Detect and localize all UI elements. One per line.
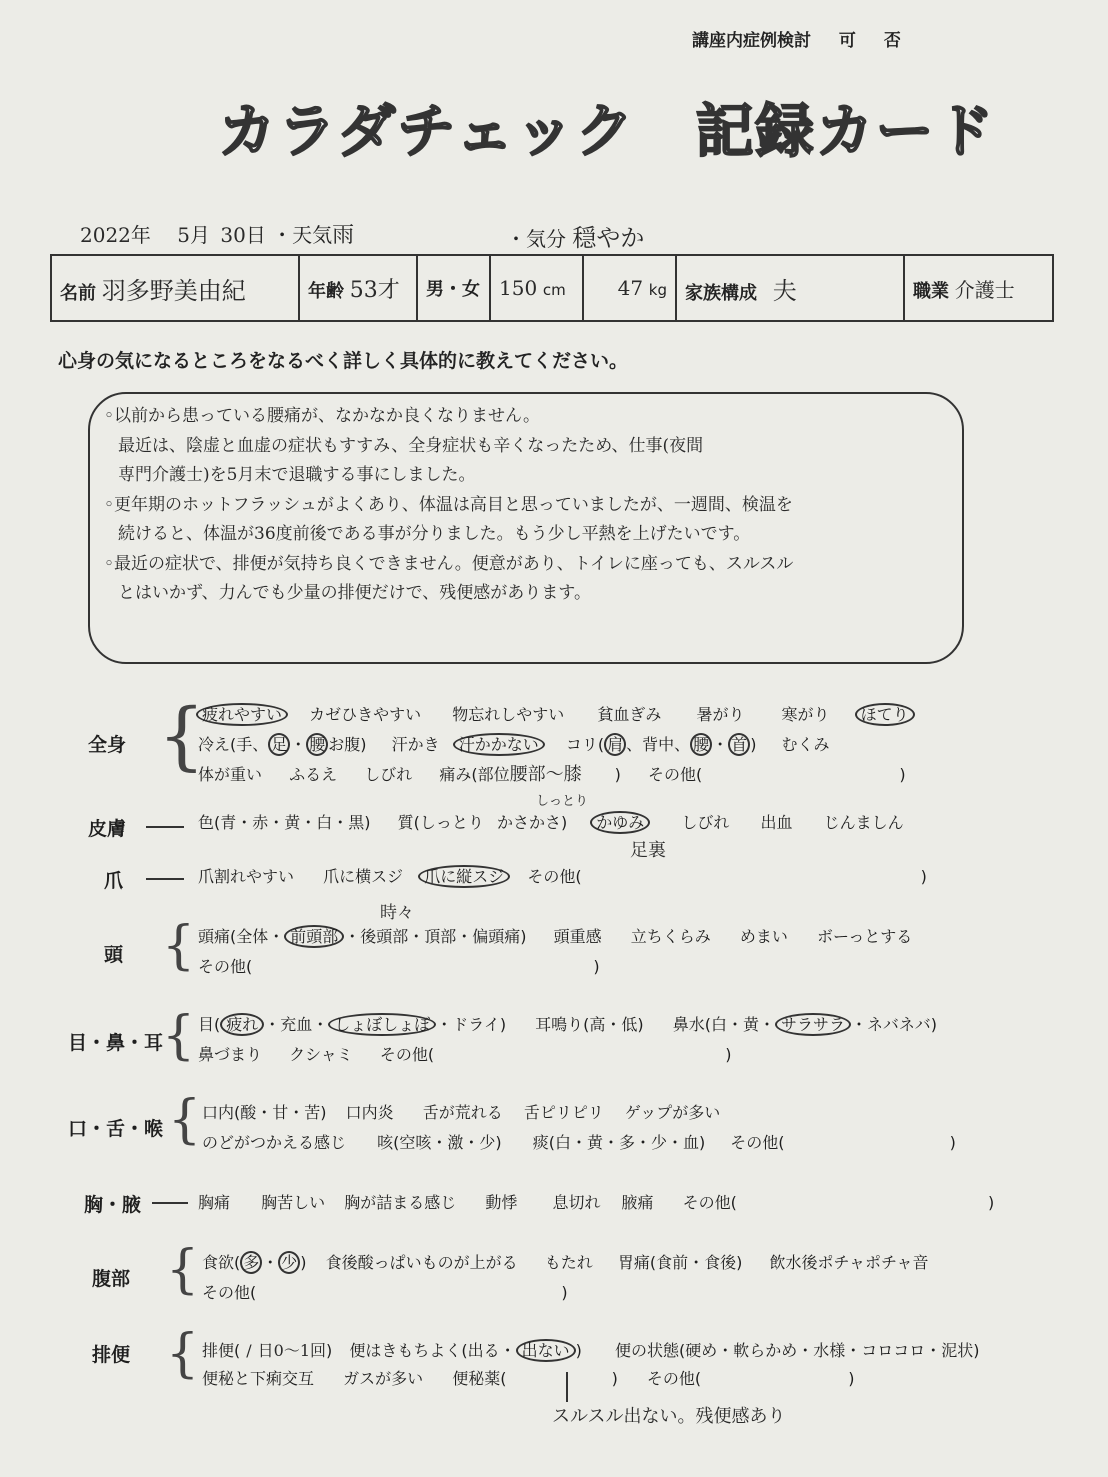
date-month-unit: 月 [190,223,210,247]
item: その他( [730,1133,785,1152]
item-circled: 出ない [516,1339,576,1362]
item: ) [575,1341,582,1360]
item: 鼻水(白・黄・ [672,1015,775,1034]
item: その他( [527,867,582,886]
item: 爪割れやすい [198,867,295,886]
review-label: 講座内症例検討 [692,31,811,51]
item: 暑がり [696,705,745,724]
item-circled: 疲れやすい [196,703,288,726]
arrow-down-icon [566,1372,568,1402]
item: 日 [257,1341,274,1360]
haiben-row1 [202,1338,979,1361]
item-circled: 足 [268,733,290,756]
item: もたれ [544,1253,593,1272]
item: その他( [646,1369,702,1388]
family-label: 家族構成 [685,282,757,304]
item: 目( [198,1015,221,1034]
item: ) [614,765,621,784]
item: 耳鳴り(高・低) [535,1015,644,1034]
section-label-abdomen: 腹部 [92,1268,131,1290]
weather-label: ・天気 [272,223,333,247]
item: 貧血ぎみ [597,705,662,724]
item: 舌ピリピリ [523,1103,604,1122]
item: その他( [379,1045,435,1064]
item: 飲水後ポチャポチャ音 [769,1253,929,1272]
section-label-tsume: 爪 [104,870,124,892]
kuchi-row1 [202,1100,720,1123]
item: 胸が詰まる感じ [344,1193,457,1212]
height-unit: cm [542,281,566,299]
item: かさかさ) [496,813,568,832]
item: ) [949,1133,956,1152]
date-row [80,218,354,249]
job-value: 介護士 [954,277,1015,302]
skin-note-below: 足裏 [630,840,666,861]
item: 息切れ [552,1193,601,1212]
item-circled: 首 [728,733,750,756]
item: 便はきもちよく(出る・ [349,1341,516,1360]
item: 色(青・赤・黄・白・黒) [198,813,371,832]
brace-icon: { [166,1240,200,1300]
item: 食欲( [202,1253,241,1272]
item: 寒がり [781,705,830,724]
item: ボーっとする [816,927,913,946]
note-line: 最近は、陰虚と血虚の症状もすすみ、全身症状も辛くなったため、仕事(夜間 [118,435,704,456]
item: ) [300,1253,307,1272]
item: 頭痛(全体・ [198,927,285,946]
item: 胃痛(食前・食後) [617,1253,743,1272]
name-label: 名前 [60,282,96,304]
item: 胸痛 [198,1193,231,1212]
item: ) [899,765,906,784]
item-circled: しょぼしょぼ [328,1013,436,1036]
item: 口内炎 [345,1103,394,1122]
skin-note-above: しっとり [536,794,589,809]
zenshin-row3 [198,760,906,786]
brace-icon: { [158,693,206,779]
item: 便の状態(硬め・軟らかめ・水様・コロコロ・泥状) [614,1341,980,1360]
item: ・後頭部・頂部・偏頭痛) [344,927,527,946]
item-circled: 多 [240,1251,262,1274]
patient-info-table [50,254,1054,322]
name-value: 羽多野美由紀 [101,276,246,305]
mood-row [506,218,644,253]
date-year-unit: 年 [130,223,151,247]
item: クシャミ [289,1045,353,1064]
section-label-chest: 胸・腋 [84,1194,142,1216]
mehanamimi-row1 [198,1012,937,1035]
item: 回) [310,1341,333,1360]
kuchi-row2 [202,1130,956,1153]
job-label: 職業 [913,280,949,302]
bowel-note: スルスル出ない。残便感あり [552,1406,786,1427]
weather-value: 雨 [332,223,355,248]
item: 質(しっとり [397,813,484,832]
item: コリ( [565,735,605,754]
item: しびれ [681,813,730,832]
item: その他( [198,957,253,976]
prompt-text: 心身の気になるところをなるべく詳しく具体的に教えてください。 [58,350,629,372]
date-month: 5 [177,223,190,247]
head-note: 時々 [380,903,414,923]
note-line: ◦以前から患っている腰痛が、なかなか良くなりません。 [104,406,541,426]
age-value: 53才 [349,277,400,303]
brace-icon: { [166,1324,200,1384]
item-circled: サラサラ [775,1013,851,1036]
item: ) [611,1369,618,1388]
item: 便秘と下痢交互 [202,1369,315,1388]
item: ・充血・ [264,1015,329,1034]
review-ok: 可 [838,31,856,51]
item: めまい [739,927,788,946]
zenshin-row2: 冷え(手、 足 ・ 腰 お腹) 汗かき 汗かかない コリ( 肩 、背中、 腰 ・ 首 ) むくみ [198,735,830,754]
item: ) [725,1045,732,1064]
item: その他( [682,1193,737,1212]
weight-unit: kg [648,281,667,299]
note-line: ◦最近の症状で、排便が気持ち良くできません。便意があり、トイレに座っても、スルスル [104,553,794,574]
item: 、背中、 [626,735,691,754]
section-label-zenshin: 全身 [88,734,127,756]
item: 頭重感 [553,927,602,946]
item: ) [561,1283,568,1302]
item-circled: 肩 [604,733,626,756]
note-line: ◦更年期のホットフラッシュがよくあり、体温は高目と思っていましたが、一週間、検温を [104,494,793,515]
item: ) [593,957,600,976]
age-label: 年齢 [308,280,344,302]
hifu-row [198,810,904,833]
item: 胸苦しい [261,1193,326,1212]
height-value: 150 [499,276,538,300]
item: 物忘れしやすい [452,705,565,724]
item: その他( [648,765,703,784]
mune-row [198,1190,994,1213]
brace-icon: { [168,1090,202,1150]
item: その他( [202,1283,257,1302]
haiben-row2 [202,1366,855,1389]
zenshin-row1 [196,702,915,725]
item-circled: 疲れ [220,1013,264,1036]
item: ) [988,1193,995,1212]
mood-label: ・気分 [506,227,566,251]
page-title: カラダチェック 記録カード [218,97,996,165]
notes-text [104,402,964,609]
section-label-mouth: 口・舌・喉 [68,1118,164,1140]
atama-row2 [198,954,600,977]
item: お腹) [328,735,367,754]
date-year: 2022 [80,223,131,247]
tsume-row [198,864,927,887]
mehanamimi-row2 [198,1042,731,1065]
date-day-unit: 日 [245,223,266,247]
item: のどがつかえる感じ [202,1133,347,1152]
item: 口内(酸・甘・苦) [202,1103,327,1122]
brace-icon: { [162,916,196,976]
atama-row1 [198,924,912,947]
note-line: とはいかず、力んでも少量の排便だけで、残便感があります。 [118,583,591,603]
item: しびれ [364,765,413,784]
item: 腋痛 [621,1193,654,1212]
connector-line [146,826,184,828]
item: ガスが多い [343,1369,424,1388]
item: むくみ [781,735,830,754]
case-review-label [692,26,901,51]
item: 爪に横スジ [323,867,404,886]
item-circled: 腰 [690,733,712,756]
section-label-eyes-nose-ears: 目・鼻・耳 [68,1032,164,1054]
item: 痰(白・黄・多・少・血) [532,1133,706,1152]
item: 痛み(部位 [439,765,510,784]
review-ng: 否 [883,31,901,51]
item: ゲップが多い [624,1103,721,1122]
item: 体が重い [198,765,263,784]
bowel-freq-slash: / [246,1341,252,1360]
item: ふるえ [289,765,338,784]
section-label-bowel: 排便 [92,1344,131,1366]
item: 咳(空咳・激・少) [377,1133,502,1152]
item-circled: 前頭部 [284,925,344,948]
item-circled: かゆみ [590,811,650,834]
family-value: 夫 [772,276,797,305]
note-line: 続けると、体温が36度前後である事が分りました。もう少し平熱を上げたいです。 [118,524,751,544]
note-line: 専門介護士)を5月末で退職する事にしました。 [118,465,476,485]
item: 排便( [202,1341,241,1360]
item: じんましん [823,813,904,832]
item: ・ドライ) [436,1015,507,1034]
item: ) [750,735,757,754]
item: カゼひきやすい [309,705,422,724]
item: ・ [262,1253,279,1272]
weight-value: 47 [617,276,644,300]
item-circled: ほてり [855,703,915,726]
item: 食後酸っぱいものが上がる [325,1253,518,1272]
mood-value: 穏やか [572,224,645,252]
connector-line [152,1202,188,1204]
brace-icon: { [162,1006,196,1066]
item-circled: 汗かかない [453,733,545,756]
item-circled: 少 [278,1251,300,1274]
section-label-atama: 頭 [104,944,124,966]
item-circled: 腰 [306,733,328,756]
bowel-freq-value: 0～1 [273,1341,311,1360]
item: 汗かき [391,735,440,754]
connector-line [146,878,184,880]
section-label-hifu: 皮膚 [88,818,127,840]
item: 出血 [760,813,793,832]
item: 冷え(手、 [198,735,269,754]
item: 動悸 [485,1193,518,1212]
pain-location: 腰部～膝 [509,764,582,785]
item: ) [848,1369,855,1388]
fukubu-row1 [202,1250,929,1273]
item: ・ネバネバ) [851,1015,937,1034]
item: ) [920,867,927,886]
date-day: 30 [220,223,246,247]
item: 便秘薬( [452,1369,507,1388]
fukubu-row2 [202,1280,568,1303]
sex-field: 男・女 [417,255,490,321]
item: 立ちくらみ [630,927,711,946]
item: 鼻づまり [198,1045,263,1064]
item-circled: 爪に縦スジ [418,865,510,888]
item: 舌が荒れる [422,1103,503,1122]
